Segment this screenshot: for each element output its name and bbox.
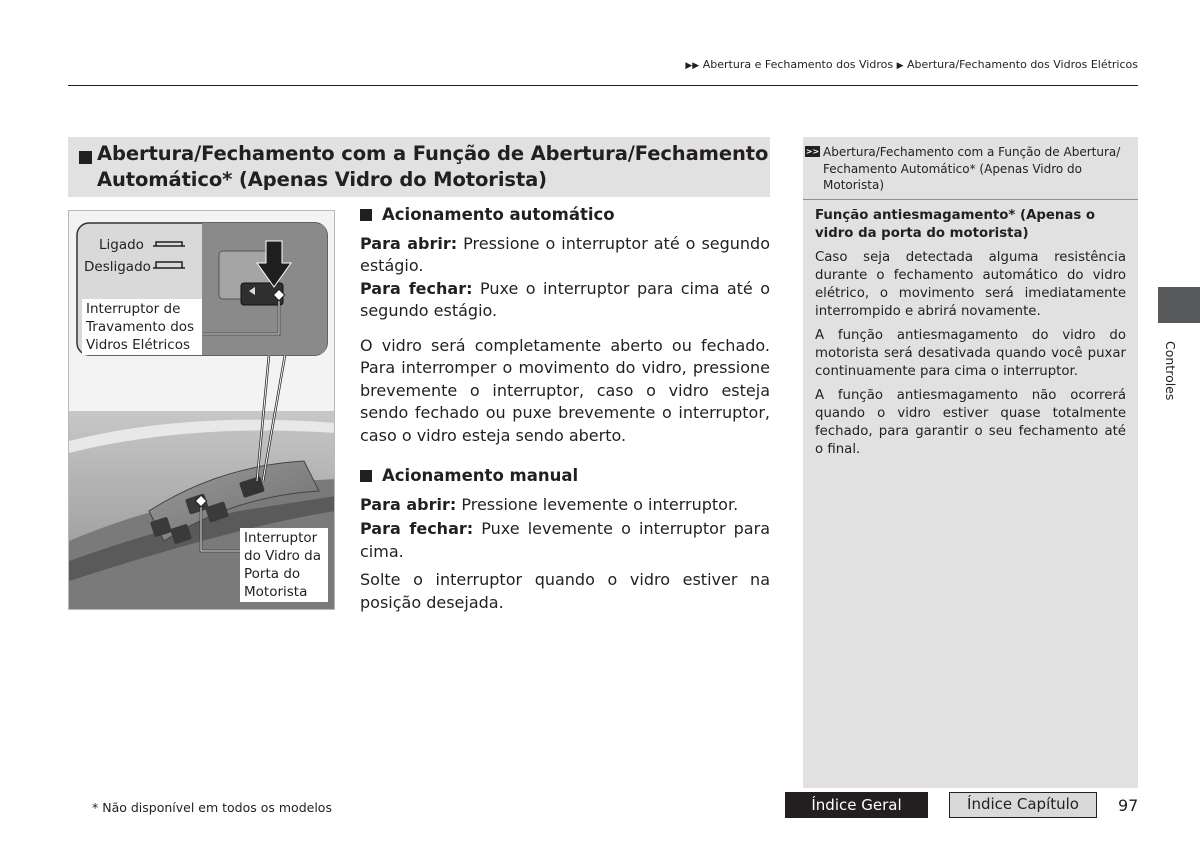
breadcrumb (685, 58, 1138, 71)
sidebar-paragraph-2: A função antiesmagamento do vidro do motorista será desativada quando você puxar continuamente para cima o interruptor. (815, 327, 1126, 379)
section-title-line2: Automático* (Apenas Vidro do Motorista) (97, 168, 547, 191)
square-bullet-icon (360, 209, 372, 221)
square-bullet-icon (360, 470, 372, 482)
chapter-tab-text: Controles (1163, 341, 1178, 401)
sidebar-reference-line2: Fechamento Automático* (Apenas Vidro do Motorista) (823, 161, 1083, 192)
reference-arrow-icon: >> (805, 147, 820, 156)
general-index-button[interactable]: Índice Geral (785, 792, 928, 818)
auto-open-text: Pressione o interruptor até o segundo estágio. (360, 233, 771, 275)
manual-open-text: Pressione levemente o interruptor. (456, 494, 739, 514)
square-bullet-icon (79, 151, 92, 164)
auto-note: O vidro será completamente aberto ou fechado. Para interromper o movimento do vidro, pressione brevemente o interruptor, caso o vidro esteja sendo fechado ou puxe brevemente o interruptor, caso o vidro esteja sendo aberto. (360, 335, 770, 445)
main-content (360, 202, 770, 614)
manual-note: Solte o interruptor quando o vidro estiver na posição desejada. (360, 570, 770, 612)
subheading-manual-text: Acionamento manual (382, 466, 579, 485)
chapter-tab[interactable] (1158, 287, 1200, 323)
auto-close-text: Puxe o interruptor para cima até o segundo estágio. (360, 278, 771, 320)
sidebar-reference[interactable] (803, 137, 1138, 200)
manual-close-text: Puxe levemente o interruptor para cima. (360, 519, 770, 561)
label-ligado: Ligado (99, 237, 144, 253)
page-number: 97 (1118, 796, 1139, 815)
label-desligado: Desligado (84, 259, 151, 275)
auto-open-label: Para abrir: (360, 233, 458, 253)
section-title-line1: Abertura/Fechamento com a Função de Abertura/Fechamento (97, 142, 769, 165)
window-switch-illustration (68, 210, 335, 610)
breadcrumb-link-abertura-fechamento[interactable]: Abertura e Fechamento dos Vidros (702, 58, 894, 71)
subheading-auto (360, 204, 770, 227)
manual-close-paragraph (360, 518, 770, 563)
sidebar-title: Função antiesmagamento* (Apenas o vidro da porta do motorista) (815, 207, 1096, 241)
double-arrow-icon: ▶▶ (685, 61, 700, 71)
chapter-tab-label[interactable] (1160, 341, 1180, 401)
subheading-manual (360, 465, 770, 488)
breadcrumb-current[interactable]: Abertura/Fechamento dos Vidros Elétricos (907, 58, 1138, 71)
sidebar-notes (803, 137, 1138, 788)
footnote: * Não disponível em todos os modelos (92, 800, 332, 815)
sidebar-body (803, 200, 1138, 459)
sidebar-paragraph-1: Caso seja detectada alguma resistência durante o fechamento automático do vidro elétrico, o movimento será imediatamente interrompido e abrirá novamente. (815, 249, 1126, 319)
manual-close-label: Para fechar: (360, 519, 474, 538)
manual-open-paragraph (360, 494, 770, 517)
auto-close-label: Para fechar: (360, 278, 473, 298)
sidebar-reference-line1: Abertura/Fechamento com a Função de Abertura/ (823, 145, 1121, 159)
chapter-index-button[interactable]: Índice Capítulo (949, 792, 1097, 818)
subheading-auto-text: Acionamento automático (382, 205, 615, 224)
section-title (68, 137, 770, 197)
arrow-right-icon: ▶ (896, 61, 904, 71)
sidebar-paragraph-3: A função antiesmagamento não ocorrerá quando o vidro estiver quase totalmente fechado, para garantir o seu fechamento até o final. (815, 387, 1126, 457)
label-driver-switch: Interruptor do Vidro da Porta do Motorista (240, 528, 328, 602)
label-lock-switch: Interruptor de Travamento dos Vidros Elétricos (82, 299, 202, 355)
auto-open-paragraph (360, 233, 770, 278)
manual-open-label: Para abrir: (360, 494, 457, 514)
auto-close-paragraph (360, 278, 770, 323)
header-divider (68, 85, 1138, 86)
